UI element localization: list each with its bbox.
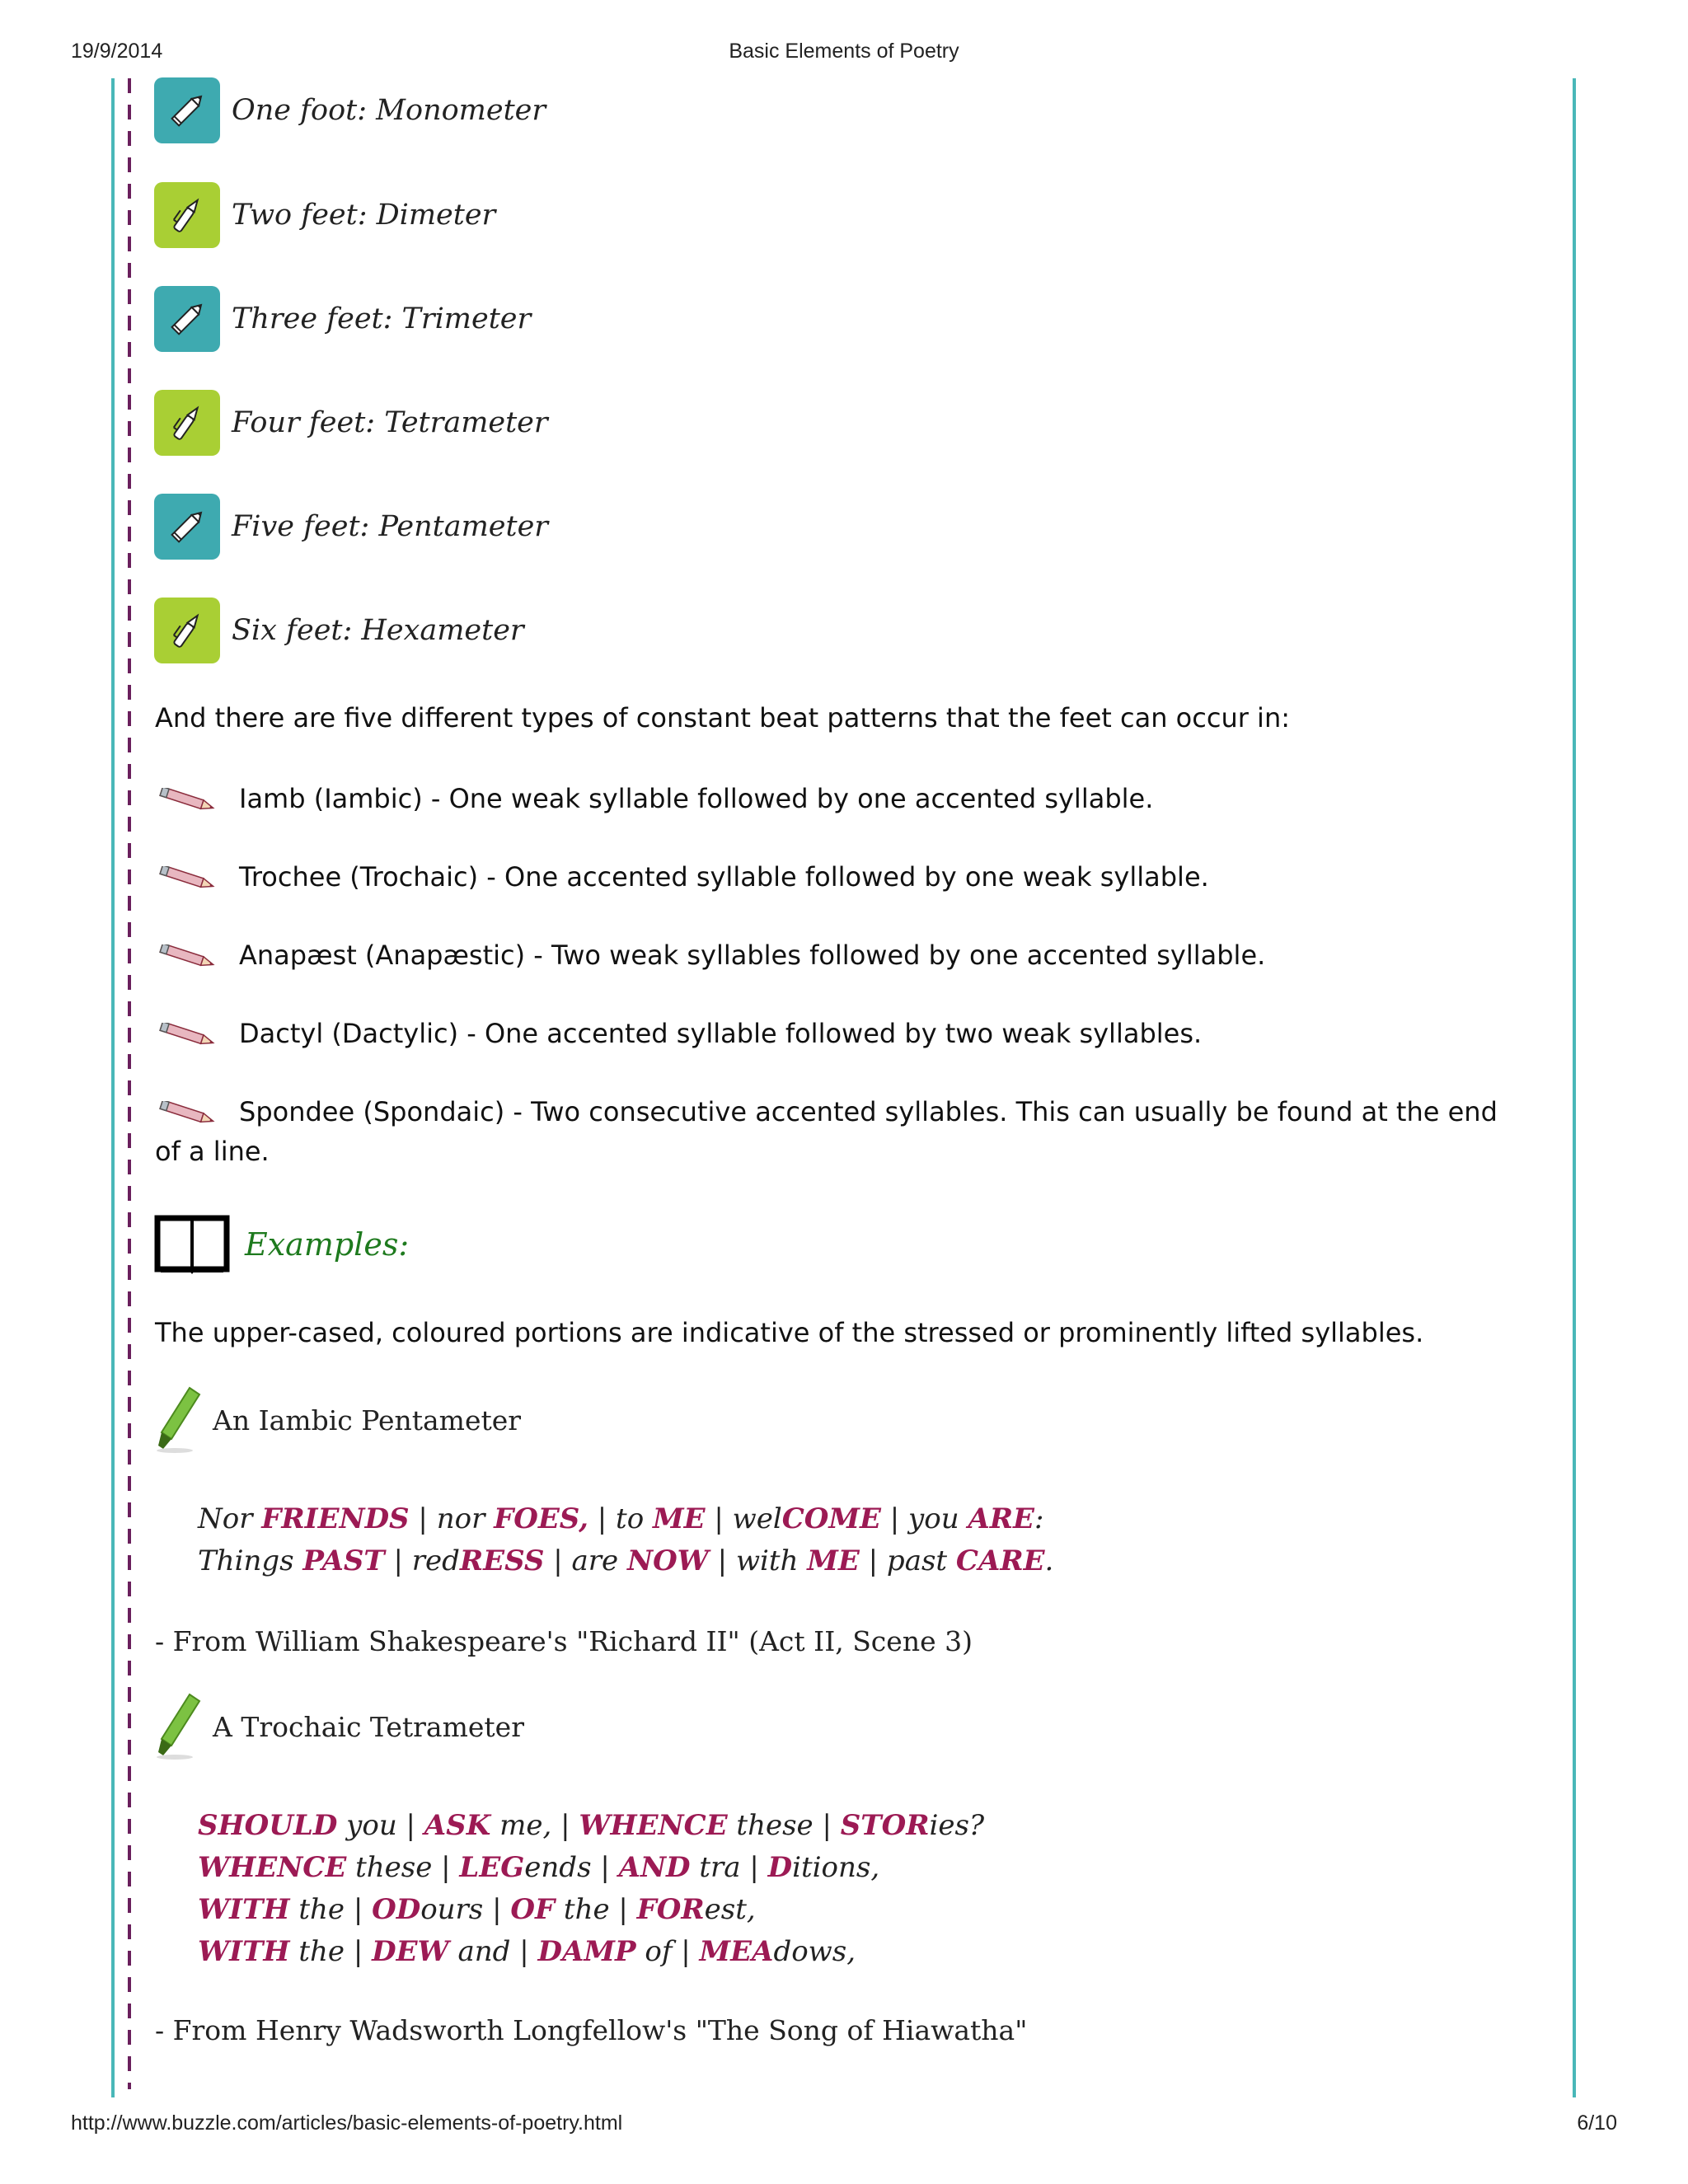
beat-pattern-item	[155, 779, 1515, 818]
meter-item	[154, 597, 524, 664]
print-date: 19/9/2014	[71, 40, 163, 63]
beat-pattern-item	[155, 857, 1515, 897]
unstressed-text: est,	[704, 1893, 756, 1926]
beat-pattern-item	[155, 1092, 1515, 1171]
meter-item	[154, 285, 531, 353]
stressed-syllable: ARE	[968, 1502, 1034, 1535]
poem-trochaic	[198, 1805, 984, 1973]
pencil-icon	[154, 286, 220, 352]
poem-source: - From Henry Wadsworth Longfellow's "The Song of Hiawatha"	[155, 2014, 1028, 2046]
stressed-syllable: AND	[618, 1851, 691, 1884]
stressed-syllable: NOW	[626, 1544, 709, 1577]
meter-label: Four feet: Tetrameter	[232, 406, 548, 439]
stressed-syllable: ME	[807, 1544, 860, 1577]
unstressed-text: me, |	[490, 1809, 579, 1842]
stressed-syllable: STOR	[840, 1809, 930, 1842]
unstressed-text: tra |	[690, 1851, 768, 1884]
red-pencil-icon	[155, 1023, 221, 1047]
stressed-syllable: DAMP	[537, 1935, 636, 1968]
unstressed-text: ies?	[929, 1809, 985, 1842]
unstressed-text: these |	[727, 1809, 841, 1842]
meter-item	[154, 389, 548, 457]
unstressed-text: | you	[880, 1502, 968, 1535]
stressed-syllable: ME	[653, 1502, 706, 1535]
unstressed-text: | past	[859, 1544, 956, 1577]
poem-iambic	[198, 1498, 1053, 1582]
dashed-border-line	[128, 78, 131, 2089]
pencil-icon	[154, 494, 220, 560]
example-title: A Trochaic Tetrameter	[213, 1710, 524, 1743]
unstressed-text: | wel	[705, 1502, 782, 1535]
unstressed-text: and |	[448, 1935, 538, 1968]
beat-pattern-text: Iamb (Iambic) - One weak syllable followed by one accented syllable.	[239, 783, 1154, 814]
unstressed-text: Things	[198, 1544, 303, 1577]
meter-item	[154, 493, 548, 560]
example-title: An Iambic Pentameter	[213, 1404, 522, 1436]
stressed-syllable: FOR	[636, 1893, 705, 1926]
stressed-syllable: LEG	[459, 1851, 525, 1884]
meter-label: One foot: Monometer	[232, 94, 546, 127]
meter-label: Six feet: Hexameter	[232, 614, 524, 647]
unstressed-text: of |	[635, 1935, 700, 1968]
unstressed-text: itions,	[792, 1851, 880, 1884]
red-pencil-icon	[155, 866, 221, 891]
unstressed-text: dows,	[773, 1935, 856, 1968]
unstressed-text: | are	[544, 1544, 627, 1577]
red-pencil-icon	[155, 944, 221, 969]
beat-pattern-item	[155, 1014, 1515, 1053]
poem-line	[198, 1847, 984, 1889]
unstressed-text: | red	[384, 1544, 460, 1577]
stress-note: The upper-cased, coloured portions are indicative of the stressed or prominently lifted syllables.	[155, 1317, 1424, 1348]
examples-label: Examples:	[245, 1226, 410, 1263]
example-heading	[153, 1385, 521, 1455]
stressed-syllable: COME	[781, 1502, 881, 1535]
stressed-syllable: MEA	[699, 1935, 774, 1968]
beat-pattern-text: Anapæst (Anapæstic) - Two weak syllables followed by one accented syllable.	[239, 940, 1266, 971]
beat-pattern-text: Trochee (Trochaic) - One accented syllable followed by one weak syllable.	[239, 861, 1209, 893]
pencil-icon	[154, 77, 220, 143]
poem-source: - From William Shakespeare's "Richard II" (Act II, Scene 3)	[155, 1625, 973, 1657]
intro-text: And there are five different types of constant beat patterns that the feet can occur in:	[155, 702, 1290, 733]
meter-label: Three feet: Trimeter	[232, 302, 532, 335]
unstressed-text: Nor	[198, 1502, 262, 1535]
print-page-number: 6/10	[1577, 2111, 1617, 2135]
stressed-syllable: SHOULD	[198, 1809, 338, 1842]
stressed-syllable: CARE	[955, 1544, 1045, 1577]
unstressed-text: ours |	[420, 1893, 511, 1926]
stressed-syllable: FOES,	[494, 1502, 588, 1535]
stressed-syllable: WHENCE	[198, 1851, 347, 1884]
book-icon	[154, 1213, 230, 1276]
stressed-syllable: FRIENDS	[261, 1502, 410, 1535]
unstressed-text: these |	[346, 1851, 460, 1884]
unstressed-text: | with	[708, 1544, 808, 1577]
stressed-syllable: WHENCE	[579, 1809, 728, 1842]
red-pencil-icon	[155, 788, 221, 813]
poem-line	[198, 1540, 1053, 1582]
left-border-line	[111, 78, 115, 2097]
stressed-syllable: RESS	[459, 1544, 545, 1577]
example-heading	[153, 1691, 524, 1762]
stressed-syllable: PAST	[302, 1544, 385, 1577]
poem-line	[198, 1498, 1053, 1540]
beat-pattern-text: Dactyl (Dactylic) - One accented syllable followed by two weak syllables.	[239, 1018, 1203, 1049]
pen-icon	[154, 598, 220, 663]
green-marker-icon	[153, 1691, 203, 1762]
stressed-syllable: D	[767, 1851, 793, 1884]
print-page-title: Basic Elements of Poetry	[729, 40, 959, 63]
stressed-syllable: OF	[510, 1893, 556, 1926]
stressed-syllable: WITH	[198, 1893, 290, 1926]
beat-pattern-item	[155, 935, 1515, 975]
right-border-line	[1573, 78, 1576, 2097]
meter-item	[154, 181, 495, 249]
stressed-syllable: DEW	[372, 1935, 449, 1968]
stressed-syllable: ASK	[424, 1809, 491, 1842]
poem-line	[198, 1805, 984, 1847]
stressed-syllable: OD	[372, 1893, 421, 1926]
green-marker-icon	[153, 1385, 203, 1455]
meter-label: Five feet: Pentameter	[232, 510, 549, 543]
pen-icon	[154, 182, 220, 248]
unstressed-text: the |	[289, 1893, 373, 1926]
unstressed-text: | to	[588, 1502, 653, 1535]
meter-item	[154, 77, 546, 144]
poem-line	[198, 1889, 984, 1931]
pen-icon	[154, 390, 220, 456]
unstressed-text: the |	[289, 1935, 373, 1968]
meter-label: Two feet: Dimeter	[232, 199, 496, 232]
unstressed-text: the |	[555, 1893, 637, 1926]
unstressed-text: .	[1044, 1544, 1054, 1577]
unstressed-text: :	[1034, 1502, 1044, 1535]
poem-line	[198, 1931, 984, 1973]
unstressed-text: | nor	[409, 1502, 495, 1535]
print-url: http://www.buzzle.com/articles/basic-elements-of-poetry.html	[71, 2111, 623, 2135]
stressed-syllable: WITH	[198, 1935, 290, 1968]
examples-heading	[154, 1212, 409, 1277]
unstressed-text: you |	[337, 1809, 424, 1842]
red-pencil-icon	[155, 1101, 221, 1126]
unstressed-text: ends |	[524, 1851, 619, 1884]
beat-pattern-text: Spondee (Spondaic) - Two consecutive accented syllables. This can usually be found at the end of a line.	[155, 1096, 1498, 1167]
